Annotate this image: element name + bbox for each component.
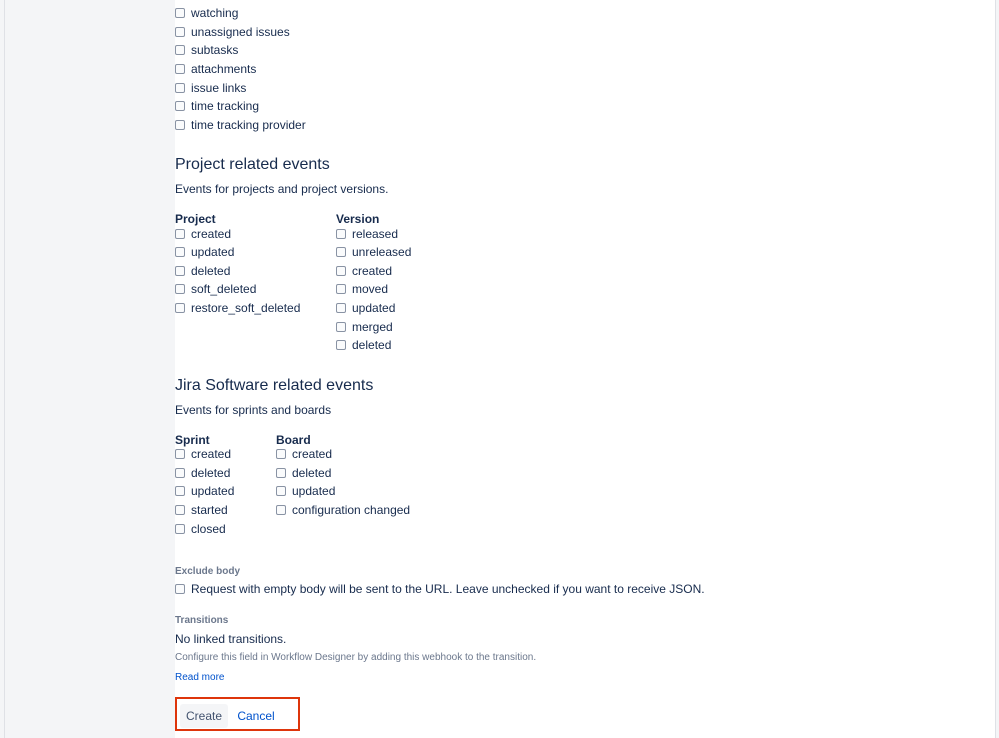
version-event-updated[interactable]	[336, 299, 395, 317]
checkbox-label: moved	[352, 282, 389, 296]
checkbox[interactable]	[175, 27, 185, 37]
sprint-event-closed[interactable]	[175, 520, 226, 538]
checkbox[interactable]	[336, 266, 346, 276]
sprint-event-updated[interactable]	[175, 482, 234, 500]
sprint-event-created[interactable]	[175, 445, 231, 463]
page-frame	[4, 0, 996, 738]
version-event-merged[interactable]	[336, 318, 393, 336]
version-column-heading: Version	[336, 212, 380, 226]
checkbox-label: updated	[191, 245, 235, 259]
project-section-title: Project related events	[175, 156, 330, 173]
checkbox-label: time tracking	[191, 99, 260, 113]
issue-event-watching[interactable]	[175, 4, 238, 22]
project-event-restore-soft-deleted[interactable]	[175, 299, 300, 317]
checkbox[interactable]	[175, 449, 185, 459]
checkbox[interactable]	[276, 486, 286, 496]
checkbox-label: updated	[191, 484, 235, 498]
project-event-created[interactable]	[175, 225, 231, 243]
board-column-heading: Board	[276, 433, 311, 447]
sprint-column-heading: Sprint	[175, 433, 210, 447]
checkbox[interactable]	[175, 64, 185, 74]
checkbox[interactable]	[175, 120, 185, 130]
checkbox-label: soft_deleted	[191, 282, 257, 296]
board-event-deleted[interactable]	[276, 464, 331, 482]
checkbox-label: created	[352, 264, 393, 278]
checkbox-label: configuration changed	[292, 503, 411, 517]
issue-event-subtasks[interactable]	[175, 41, 238, 59]
checkbox[interactable]	[175, 584, 185, 594]
board-event-configuration-changed[interactable]	[276, 501, 410, 519]
project-column-heading: Project	[175, 212, 216, 226]
checkbox-label: unreleased	[352, 245, 412, 259]
checkbox-label: deleted	[292, 466, 332, 480]
version-event-moved[interactable]	[336, 280, 388, 298]
create-button[interactable]: Create	[180, 704, 228, 728]
checkbox-label: attachments	[191, 62, 257, 76]
checkbox-label: closed	[191, 522, 226, 536]
checkbox[interactable]	[175, 468, 185, 478]
board-event-created[interactable]	[276, 445, 332, 463]
read-more-link[interactable]: Read more	[175, 672, 225, 683]
issue-event-issue-links[interactable]	[175, 79, 246, 97]
jira-section-description: Events for sprints and boards	[175, 403, 332, 417]
transitions-label: Transitions	[175, 615, 229, 626]
checkbox-label: updated	[352, 301, 396, 315]
exclude-body-option[interactable]	[175, 580, 705, 598]
sprint-event-started[interactable]	[175, 501, 228, 519]
issue-event-time-tracking-provider[interactable]	[175, 116, 306, 134]
checkbox[interactable]	[175, 229, 185, 239]
checkbox-label: subtasks	[191, 43, 239, 57]
version-event-deleted[interactable]	[336, 336, 391, 354]
sprint-event-deleted[interactable]	[175, 464, 230, 482]
checkbox-label: started	[191, 503, 228, 517]
checkbox-label: merged	[352, 320, 393, 334]
transitions-hint: Configure this field in Workflow Designer by adding this webhook to the transition.	[175, 652, 537, 663]
checkbox-label: created	[191, 227, 232, 241]
checkbox[interactable]	[336, 340, 346, 350]
checkbox[interactable]	[175, 303, 185, 313]
issue-event-time-tracking[interactable]	[175, 97, 259, 115]
checkbox[interactable]	[336, 303, 346, 313]
version-event-created[interactable]	[336, 262, 392, 280]
version-event-unreleased[interactable]	[336, 243, 411, 261]
checkbox-label: created	[191, 447, 232, 461]
checkbox[interactable]	[276, 449, 286, 459]
checkbox[interactable]	[336, 247, 346, 257]
checkbox[interactable]	[175, 45, 185, 55]
checkbox[interactable]	[175, 505, 185, 515]
exclude-body-label: Exclude body	[175, 566, 241, 577]
checkbox[interactable]	[175, 486, 185, 496]
project-event-updated[interactable]	[175, 243, 234, 261]
cancel-button[interactable]: Cancel	[233, 704, 279, 728]
checkbox-label: released	[352, 227, 399, 241]
issue-event-unassigned-issues[interactable]	[175, 23, 290, 41]
checkbox-label: deleted	[191, 466, 231, 480]
checkbox-label: updated	[292, 484, 336, 498]
checkbox[interactable]	[175, 247, 185, 257]
checkbox[interactable]	[336, 229, 346, 239]
checkbox[interactable]	[175, 8, 185, 18]
checkbox-label: unassigned issues	[191, 25, 290, 39]
board-event-updated[interactable]	[276, 482, 335, 500]
form-actions	[175, 697, 300, 731]
version-event-released[interactable]	[336, 225, 398, 243]
checkbox[interactable]	[336, 322, 346, 332]
project-event-soft-deleted[interactable]	[175, 280, 256, 298]
checkbox[interactable]	[175, 284, 185, 294]
project-event-deleted[interactable]	[175, 262, 230, 280]
left-gutter	[5, 0, 175, 738]
checkbox[interactable]	[175, 266, 185, 276]
checkbox[interactable]	[276, 505, 286, 515]
checkbox-label: deleted	[191, 264, 231, 278]
checkbox-label: created	[292, 447, 333, 461]
transitions-value: No linked transitions.	[175, 632, 287, 646]
checkbox[interactable]	[175, 524, 185, 534]
checkbox-label: Request with empty body will be sent to the URL. Leave unchecked if you want to receive JSON.	[191, 582, 705, 596]
issue-event-attachments[interactable]	[175, 60, 256, 78]
checkbox-label: deleted	[352, 338, 392, 352]
checkbox-label: time tracking provider	[191, 118, 306, 132]
checkbox[interactable]	[175, 83, 185, 93]
checkbox[interactable]	[276, 468, 286, 478]
checkbox[interactable]	[175, 101, 185, 111]
checkbox[interactable]	[336, 284, 346, 294]
webhook-form	[175, 0, 995, 738]
jira-section-title: Jira Software related events	[175, 377, 374, 394]
checkbox-label: watching	[191, 6, 239, 20]
checkbox-label: restore_soft_deleted	[191, 301, 301, 315]
project-section-description: Events for projects and project versions.	[175, 182, 389, 196]
checkbox-label: issue links	[191, 81, 247, 95]
